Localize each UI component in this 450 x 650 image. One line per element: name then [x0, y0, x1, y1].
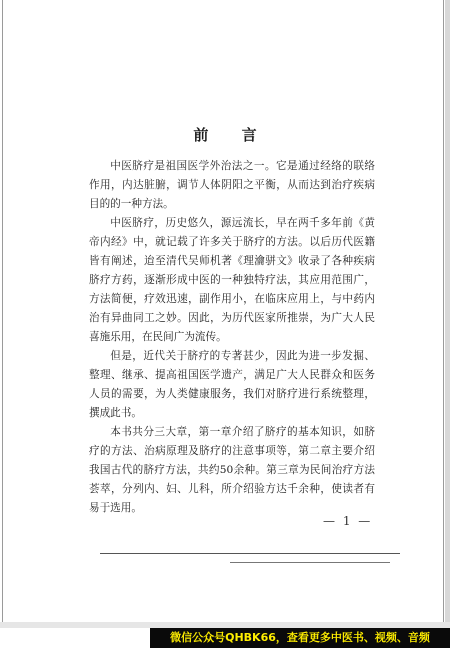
body-text: [89, 157, 375, 518]
paragraph-3: 但是，近代关于脐疗的专著甚少，因此为进一步发掘、整理、继承、提高祖国医学遗产，满足广大人民群众和医务人员的需要，为人类健康服务，我们对脐疗进行系统整理，撰成此书。: [89, 350, 375, 419]
footer-rule: [100, 553, 400, 554]
paragraph-4: 本书共分三大章，第一章介绍了脐疗的基本知识，如脐疗的方法、治病原理及脐疗的注意事项等，第二章主要介绍我国古代的脐疗方法，共约50余种。第三章为民间治疗方法荟萃，分列内、妇、儿科，所介绍验方达千余种，使读者有易于选用。: [89, 426, 375, 514]
scrollbar[interactable]: [445, 0, 450, 625]
footer-rule-secondary: [230, 562, 390, 563]
watermark-banner: 微信公众号QHBK66，查看更多中医书、视频、音频: [150, 628, 450, 648]
page-title: 前 言: [193, 126, 271, 144]
paragraph-1: 中医脐疗是祖国医学外治法之一。它是通过经络的联络作用，内达脏腑，调节人体阴阳之平衡，从而达到治疗疾病目的的一种方法。: [89, 160, 375, 210]
paragraph-2: 中医脐疗，历史悠久，源远流长，早在两千多年前《黄帝内经》中，就记载了许多关于脐疗的方法。以后历代医籍皆有阐述，迨至清代吴师机著《理瀹骈文》收录了各种疾病脐疗方药，逐渐形成中医的一种独特疗法，其应用范围广，方法简便，疗效迅速，副作用小，在临床应用上，与中药内治有异曲同工之妙。因此，为历代医家所推崇，为广大人民喜施乐用，在民间广为流传。: [89, 217, 375, 343]
page-number: — 1 —: [323, 514, 373, 528]
